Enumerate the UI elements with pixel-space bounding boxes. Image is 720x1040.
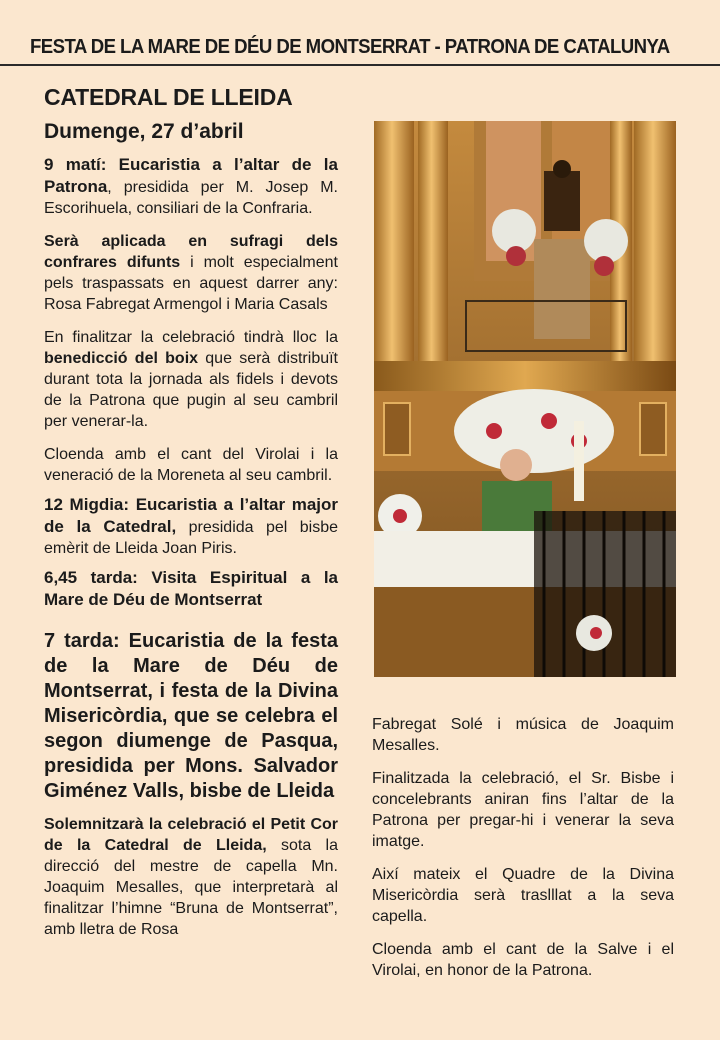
altar-illustration — [374, 121, 676, 677]
morning-mass-text: , presidida per M. Josep M. Escorihuela, consiliari de la Confraria. — [44, 179, 338, 217]
deceased-text: i molt especialment pels traspassats en aquest darrer any: Rosa Fabregat Armengol i Maria Casals — [44, 254, 339, 313]
paragraph-hymn-credit: Fabregat Solé i música de Joaquim Mesalles. — [372, 716, 674, 754]
page-header — [0, 30, 720, 66]
deceased-heading: Serà aplicada en sufragi dels confrares difunts — [44, 233, 338, 271]
paragraph-deceased — [44, 231, 338, 315]
paragraph-morning-mass — [44, 154, 338, 219]
choir-text: sota la direcció del mestre de capella Mn. Joaquim Mesalles, que interpretarà al finalitzar l’himne “Bruna de Montserrat”, amb lletra de Rosa — [44, 837, 339, 938]
paragraph-spiritual-visit — [44, 567, 338, 611]
paragraph-bishop-procession: Finalitzada la celebració, el Sr. Bisbe i concelebrants aniran fins l’altar de la Patrona per pregar-hi i venerar la seva imatge. — [372, 770, 674, 850]
morning-mass-heading: 9 matí: Eucaristia a l’altar de la Patrona — [44, 155, 338, 196]
blessing-bold: benedicció del boix — [44, 350, 199, 367]
header-title: FESTA DE LA MARE DE DÉU DE MONTSERRAT - PATRONA DE CATALUNYA — [30, 36, 670, 58]
paragraph-evening-mass: 7 tarda: Eucaristia de la festa de la Mare de Déu de Montserrat, i festa de la Divina Misericòrdia, que se celebra el segon diumenge de Pasqua, presidida per Mons. Salvador Giménez Valls, bisbe de Lleida — [44, 630, 338, 802]
altar-photo — [374, 121, 676, 677]
section-title: CATEDRAL DE LLEIDA — [44, 84, 293, 110]
paragraph-blessing — [44, 327, 338, 432]
paragraph-noon-mass — [44, 494, 338, 559]
paragraph-closing-evening: Cloenda amb el cant de la Salve i el Virolai, en honor de la Patrona. — [372, 941, 674, 979]
left-column — [44, 154, 338, 952]
noon-mass-heading: 12 Migdia: Eucaristia a l’altar major de la Catedral, — [44, 495, 338, 536]
spiritual-visit-heading: 6,45 tarda: Visita Espiritual a la Mare de Déu de Montserrat — [44, 568, 338, 609]
right-column — [372, 714, 674, 993]
paragraph-closing-morning: Cloenda amb el cant del Virolai i la veneració de la Moreneta al seu cambril. — [44, 446, 338, 484]
paragraph-painting-transfer: Així mateix el Quadre de la Divina Misericòrdia serà traslllat a la seva capella. — [372, 866, 674, 925]
paragraph-choir — [44, 814, 338, 940]
date-title: Dumenge, 27 d’abril — [44, 120, 244, 143]
choir-heading: Solemnitzarà la celebració el Petit Cor de la Catedral de Lleida, — [44, 816, 338, 854]
blessing-text-a: En finalitzar la celebració tindrà lloc la — [44, 329, 338, 346]
noon-mass-text: presidida pel bisbe emèrit de Lleida Joan Piris. — [44, 519, 338, 557]
blessing-text-b: que serà distribuït durant tota la jornada als fidels i devots de la Patrona que pugin al seu cambril per venerar-la. — [44, 350, 339, 430]
